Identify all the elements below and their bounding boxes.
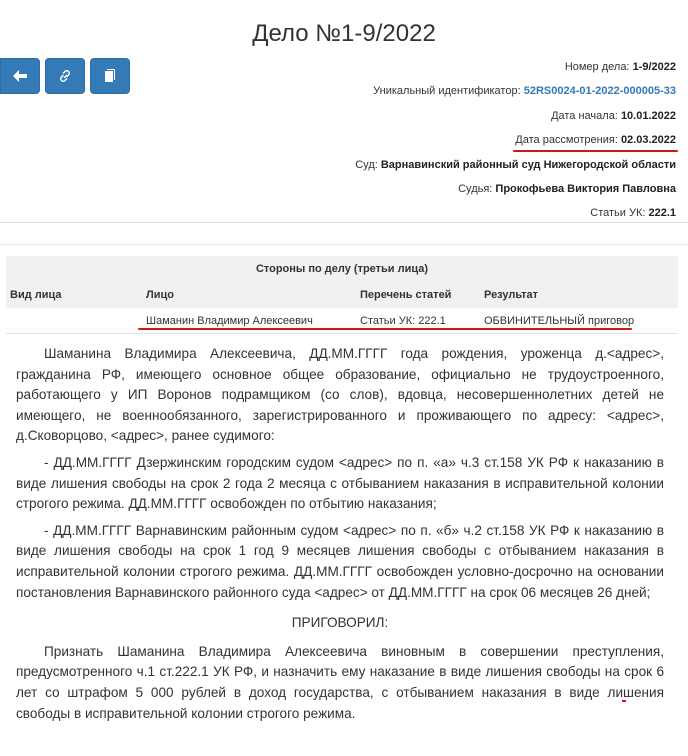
- meta-judge: [355, 181, 676, 205]
- meta-start-date: [355, 108, 676, 132]
- cell-articles: Статьи УК: 222.1: [360, 315, 446, 327]
- meta-court: [355, 157, 676, 181]
- meta-label: Суд:: [355, 158, 378, 171]
- meta-review-date: [355, 132, 676, 156]
- meta-label: Номер дела:: [564, 61, 630, 73]
- parties-table: [6, 256, 678, 334]
- meta-value: 10.01.2022: [620, 109, 676, 122]
- link-icon: [57, 68, 73, 84]
- paragraph: Шаманина Владимира Алексеевича, ДД.ММ.ГГГГ года рождения, уроженца д.<адрес>, гражданина РФ, имеющего основное общее образование, официально не трудоустроенного, работающего у ИП Воронов подрамщиком (со слов), вдовца, несовершеннолетних детей не имеющего, не военнообязанного, зарегистрированного и проживающего по адресу: <адрес>, д.Сковорцово, <адрес>, ранее судимого:: [16, 346, 664, 444]
- parties-heading: Стороны по делу (третьи лица): [6, 256, 678, 282]
- meta-value: 222.1: [648, 207, 676, 220]
- meta-articles: [355, 205, 676, 229]
- text-span: штрафом 5 000 рублей в доход государства, с отбыванием наказания в виде лишения свободы в исправительной колонии строгого режима.: [16, 684, 664, 721]
- meta-value: 1-9/2022: [632, 61, 676, 73]
- paragraph: - ДД.ММ.ГГГГ Дзержинским городским судом <адрес> по п. «а» ч.3 ст.158 УК РФ к наказанию в виде лишения свободы на срок 2 года 2 месяца с отбыванием наказания в исправительной колонии строгого режима. ДД.ММ.ГГГГ освобожден по отбытию наказания;: [16, 454, 664, 512]
- meta-uid: [355, 83, 676, 107]
- text-span: Признать Шаманина Владимира Алексеевича виновным в совершении преступления, предусмотренного ч.1 ст.222.1 УК РФ, и назначить ему наказание в виде лишения свободы на: [16, 643, 664, 680]
- meta-label: Уникальный идентификатор:: [373, 85, 521, 98]
- copy-icon: [102, 68, 118, 84]
- case-title: Дело №1-9/2022: [252, 20, 436, 47]
- text-span: срок 6 лет со: [16, 664, 665, 700]
- divider: [0, 222, 688, 223]
- highlight-underline: [138, 328, 632, 330]
- paragraph: - ДД.ММ.ГГГГ Варнавинским районным судом <адрес> по п. «б» ч.2 ст.158 УК РФ к наказанию в виде лишения свободы на срок 1 год 9 месяцев лишения свободы с отбыванием наказания в исправительной колонии строгого режима. ДД.ММ.ГГГГ освобожден условно-досрочно на основании постановления Варнавинского районного суда <адрес> от ДД.ММ.ГГГГ на срок 06 месяцев 26 дней;: [16, 522, 664, 600]
- back-button[interactable]: [0, 58, 40, 94]
- arrow-left-icon: [12, 68, 28, 84]
- parties-columns: [6, 282, 678, 308]
- meta-label: Дата начала:: [551, 109, 618, 122]
- verdict-text: [16, 344, 664, 730]
- divider: [0, 244, 688, 245]
- meta-case-number: [355, 59, 676, 83]
- cell-person: Шаманин Владимир Алексеевич: [146, 315, 313, 327]
- meta-label: Дата рассмотрения:: [515, 134, 618, 147]
- uid-link[interactable]: 52RS0024-01-2022-000005-33: [523, 85, 676, 98]
- paragraph: [16, 642, 664, 724]
- case-meta: [355, 59, 676, 230]
- highlight-underline: [622, 700, 626, 702]
- meta-value: Варнавинский районный суд Нижегородской области: [380, 158, 676, 171]
- cell-result: ОБВИНИТЕЛЬНЫЙ приговор: [484, 315, 635, 327]
- meta-label: Судья:: [458, 182, 493, 195]
- highlight-underline: [515, 132, 676, 148]
- table-row: [6, 308, 678, 334]
- meta-value: Прокофьева Виктория Павловна: [495, 182, 676, 195]
- column-header: Результат: [484, 289, 539, 301]
- copy-button[interactable]: [90, 58, 130, 94]
- meta-label: Статьи УК:: [590, 207, 646, 220]
- meta-value: 02.03.2022: [620, 134, 676, 147]
- column-header: Перечень статей: [360, 289, 452, 301]
- column-header: Вид лица: [10, 289, 62, 301]
- toolbar: [0, 58, 135, 94]
- verdict-heading: ПРИГОВОРИЛ:: [291, 615, 389, 631]
- column-header: Лицо: [146, 289, 174, 301]
- link-button[interactable]: [45, 58, 85, 94]
- cell-party-type: [6, 308, 142, 333]
